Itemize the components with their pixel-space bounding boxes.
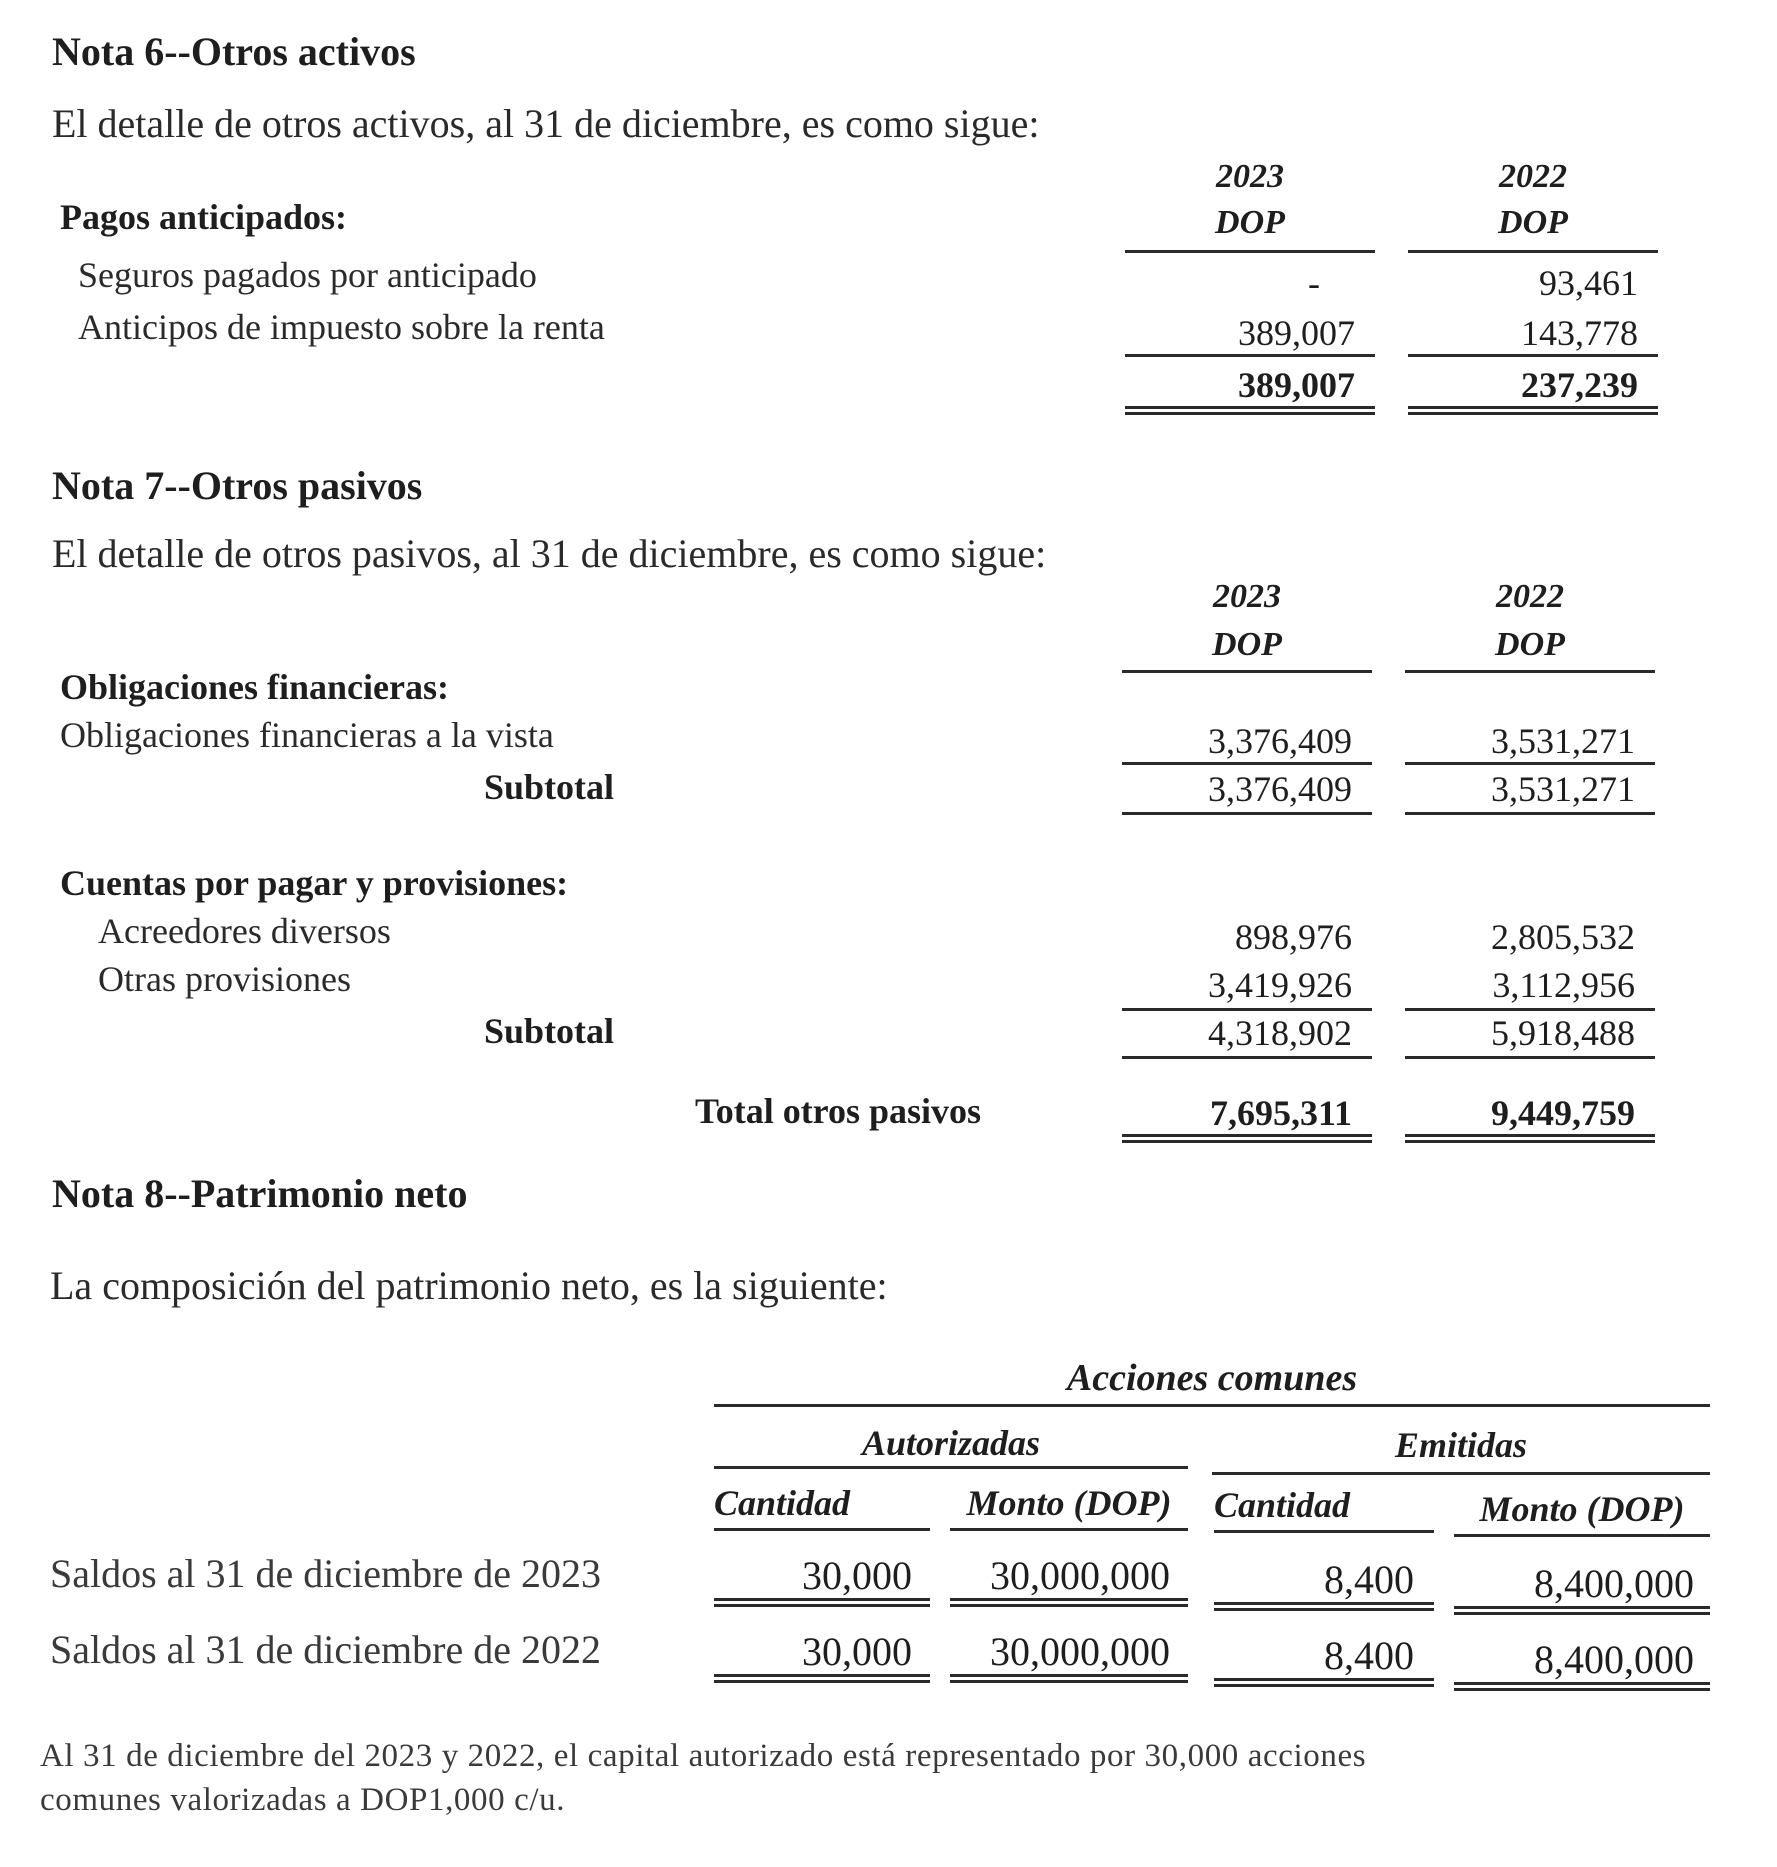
nota8-col-rule (714, 1528, 930, 1531)
nota7-rule-2022 (1405, 762, 1655, 765)
nota7-section1-heading: Obligaciones financieras: (60, 667, 449, 707)
nota8-value: 30,000 (802, 1553, 912, 1598)
nota7-row-value-2023: 3,376,409 (1208, 721, 1352, 761)
nota7-header-rule-2023 (1122, 670, 1372, 673)
nota8-value: 8,400 (1324, 1633, 1414, 1678)
nota7-subtotal2-label: Subtotal (484, 1011, 615, 1051)
nota8-col-rule (1214, 1530, 1434, 1533)
nota7-intro: El detalle de otros pasivos, al 31 de diciembre, es como sigue: (52, 531, 1047, 576)
nota8-col-rule (950, 1528, 1188, 1531)
nota6-row-label: Anticipos de impuesto sobre la renta (78, 307, 605, 347)
nota8-double-rule (714, 1674, 930, 1683)
nota7-rule-2023 (1122, 762, 1372, 765)
nota8-double-rule (950, 1674, 1188, 1683)
nota6-row-value-2022: 93,461 (1539, 263, 1638, 303)
nota8-value: 8,400,000 (1534, 1637, 1694, 1682)
nota8-row-label: Saldos al 31 de diciembre de 2023 (50, 1551, 601, 1596)
nota8-subheader-rule-autorizadas (714, 1466, 1188, 1469)
nota7-total-double-rule-2023 (1122, 1134, 1372, 1143)
nota8-group-header: Acciones comunes (1066, 1357, 1358, 1399)
nota6-year-2022: 2022 (1499, 158, 1567, 195)
nota7-header-rule-2022 (1405, 670, 1655, 673)
nota7-year-2022: 2022 (1496, 578, 1564, 615)
nota7-rule-2022 (1405, 1008, 1655, 1011)
nota7-row-value-2023: 3,419,926 (1208, 965, 1352, 1005)
nota8-value: 8,400 (1324, 1557, 1414, 1602)
nota6-total-double-rule-2023 (1125, 406, 1375, 415)
nota8-row-label: Saldos al 31 de diciembre de 2022 (50, 1627, 601, 1672)
nota8-value: 30,000 (802, 1629, 912, 1674)
nota8-subheader-emitidas: Emitidas (1394, 1425, 1528, 1465)
nota8-title: Nota 8--Patrimonio neto (52, 1171, 468, 1216)
nota6-intro: El detalle de otros activos, al 31 de diciembre, es como sigue: (52, 101, 1040, 146)
nota7-subtotal2-2022: 5,918,488 (1491, 1013, 1635, 1053)
nota6-total-double-rule-2022 (1408, 406, 1658, 415)
nota6-total-2022: 237,239 (1521, 365, 1638, 405)
nota7-total-double-rule-2022 (1405, 1134, 1655, 1143)
nota6-currency-2022: DOP (1498, 204, 1568, 241)
nota8-subheader-rule-emitidas (1212, 1472, 1710, 1475)
nota7-subtotal1-2023: 3,376,409 (1208, 769, 1352, 809)
nota8-double-rule (1214, 1678, 1434, 1687)
nota8-subheader-autorizadas: Autorizadas (861, 1423, 1041, 1463)
nota6-total-2023: 389,007 (1238, 365, 1355, 405)
nota7-total-2023: 7,695,311 (1209, 1093, 1352, 1133)
nota8-value: 8,400,000 (1534, 1561, 1694, 1606)
nota6-section-heading: Pagos anticipados: (60, 197, 348, 237)
nota8-double-rule (950, 1598, 1188, 1607)
nota8-col-monto: Monto (DOP) (966, 1483, 1172, 1523)
nota7-total-2022: 9,449,759 (1491, 1093, 1635, 1133)
nota7-rule-2023 (1122, 1008, 1372, 1011)
nota7-currency-2023: DOP (1212, 626, 1282, 663)
nota6-currency-2023: DOP (1215, 204, 1285, 241)
nota7-row-label: Acreedores diversos (98, 911, 391, 951)
nota7-title: Nota 7--Otros pasivos (52, 463, 423, 508)
nota6-row-label: Seguros pagados por anticipado (78, 255, 537, 295)
nota7-subtotal1-label: Subtotal (484, 767, 615, 807)
nota7-subtotal2-2023: 4,318,902 (1208, 1013, 1352, 1053)
nota8-col-cantidad: Cantidad (1214, 1485, 1351, 1525)
nota8-double-rule (1214, 1602, 1434, 1611)
nota8-value: 30,000,000 (990, 1553, 1170, 1598)
nota7-rule-2023 (1122, 812, 1372, 815)
nota7-total-label: Total otros pasivos (695, 1091, 982, 1131)
nota8-group-rule (714, 1404, 1710, 1407)
nota6-header-rule-2023 (1125, 250, 1375, 253)
nota8-double-rule (1454, 1682, 1710, 1691)
nota7-subtotal1-2022: 3,531,271 (1491, 769, 1635, 809)
nota6-row-value-2022: 143,778 (1521, 313, 1638, 353)
nota6-row-value-2023: 389,007 (1238, 313, 1355, 353)
nota7-row-label: Obligaciones financieras a la vista (60, 715, 554, 755)
nota7-row-value-2023: 898,976 (1235, 917, 1352, 957)
nota8-col-monto: Monto (DOP) (1479, 1489, 1685, 1529)
nota7-rule-2022 (1405, 1056, 1655, 1059)
nota7-row-label: Otras provisiones (98, 959, 351, 999)
nota8-col-rule (1454, 1534, 1710, 1537)
nota7-year-2023: 2023 (1213, 578, 1281, 615)
nota8-footnote: comunes valorizadas a DOP1,000 c/u. (40, 1782, 566, 1818)
nota7-section2-heading: Cuentas por pagar y provisiones: (60, 863, 569, 903)
nota6-year-2023: 2023 (1216, 158, 1284, 195)
nota6-row-value-2023: - (1308, 263, 1320, 303)
nota6-title: Nota 6--Otros activos (52, 29, 416, 74)
nota8-value: 30,000,000 (990, 1629, 1170, 1674)
nota7-currency-2022: DOP (1495, 626, 1565, 663)
nota7-rule-2022 (1405, 812, 1655, 815)
nota6-subtotal-rule-2022 (1408, 354, 1658, 357)
nota8-footnote: Al 31 de diciembre del 2023 y 2022, el capital autorizado está representado por 30,000 acciones (40, 1738, 1367, 1774)
nota7-row-value-2022: 2,805,532 (1491, 917, 1635, 957)
nota8-double-rule (1454, 1606, 1710, 1615)
nota7-row-value-2022: 3,112,956 (1492, 965, 1635, 1005)
nota7-row-value-2022: 3,531,271 (1491, 721, 1635, 761)
nota8-intro: La composición del patrimonio neto, es la siguiente: (50, 1263, 888, 1308)
nota8-double-rule (714, 1598, 930, 1607)
nota7-rule-2023 (1122, 1056, 1372, 1059)
nota8-col-cantidad: Cantidad (714, 1483, 851, 1523)
nota6-header-rule-2022 (1408, 250, 1658, 253)
nota6-subtotal-rule-2023 (1125, 354, 1375, 357)
